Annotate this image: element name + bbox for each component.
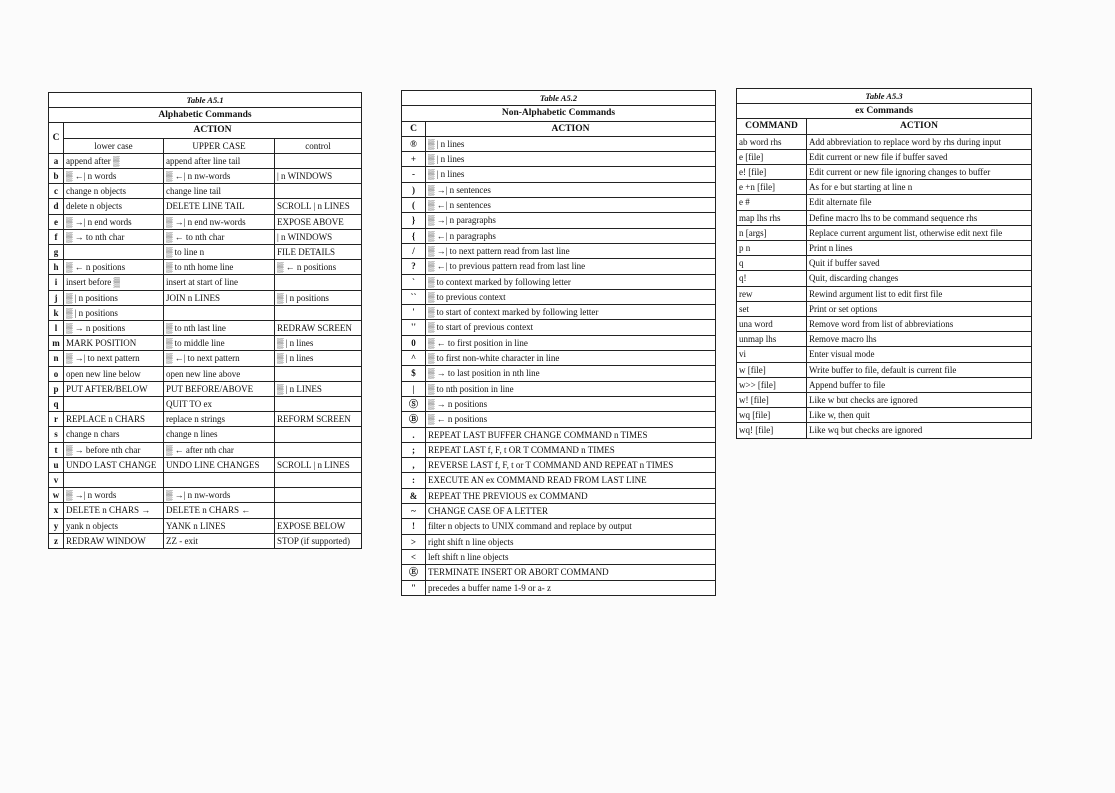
- ex-command-action: Write buffer to file, default is current file: [807, 362, 1032, 377]
- table-row: [49, 169, 362, 184]
- table-row: [737, 393, 1032, 408]
- command-key: z: [49, 533, 64, 548]
- table-row: [49, 305, 362, 320]
- table-row: [402, 351, 716, 366]
- ex-command-action: As for e but starting at line n: [807, 180, 1032, 195]
- ex-command: una word: [737, 317, 807, 332]
- lower-case-action: change n chars: [64, 427, 164, 442]
- table-row: [737, 423, 1032, 438]
- table-row: [402, 305, 716, 320]
- table-title: Non-Alphabetic Commands: [402, 106, 716, 121]
- command-action: ▒ to first non-white character in line: [426, 351, 716, 366]
- ex-command: map lhs rhs: [737, 210, 807, 225]
- command-action: ▒ | n lines: [426, 152, 716, 167]
- control-action: [275, 275, 362, 290]
- command-action: filter n objects to UNIX command and replace by output: [426, 519, 716, 534]
- table-row: [402, 335, 716, 350]
- command-key: }: [402, 213, 426, 228]
- table-row: [402, 259, 716, 274]
- upper-case-action: change n lines: [164, 427, 275, 442]
- command-action: REVERSE LAST f, F, t or T COMMAND AND REPEAT n TIMES: [426, 458, 716, 473]
- control-action: FILE DETAILS: [275, 245, 362, 260]
- command-key: ": [402, 580, 426, 595]
- ex-command: e +n [file]: [737, 180, 807, 195]
- command-key: ;: [402, 442, 426, 457]
- command-action: ▒ ←| n sentences: [426, 198, 716, 213]
- upper-case-action: [164, 473, 275, 488]
- command-action: ▒ to context marked by following letter: [426, 274, 716, 289]
- command-column-header: C: [402, 121, 426, 136]
- table-row: [49, 457, 362, 472]
- control-action: ▒ | n lines: [275, 351, 362, 366]
- command-action: REPEAT THE PREVIOUS ex COMMAND: [426, 488, 716, 503]
- upper-case-action: QUIT TO ex: [164, 397, 275, 412]
- ex-command-action: Quit if buffer saved: [807, 256, 1032, 271]
- lower-case-action: [64, 473, 164, 488]
- table-caption: Table A5.2: [402, 91, 716, 106]
- ex-command-action: Enter visual mode: [807, 347, 1032, 362]
- control-action: [275, 153, 362, 168]
- ex-command-action: Remove macro lhs: [807, 332, 1032, 347]
- table-row: [737, 225, 1032, 240]
- command-key: i: [49, 275, 64, 290]
- lower-case-action: delete n objects: [64, 199, 164, 214]
- lower-case-action: change n objects: [64, 184, 164, 199]
- non-alphabetic-commands-table: [401, 90, 716, 596]
- command-key: g: [49, 245, 64, 260]
- table-row: [402, 274, 716, 289]
- lower-case-action: REPLACE n CHARS: [64, 412, 164, 427]
- ex-command-action: Replace current argument list, otherwise edit next file: [807, 225, 1032, 240]
- table-row: [402, 442, 716, 457]
- table-row: [402, 136, 716, 151]
- upper-case-action: DELETE n CHARS ←: [164, 503, 275, 518]
- lower-case-action: REDRAW WINDOW: [64, 533, 164, 548]
- command-action: REPEAT LAST f, F, t OR T COMMAND n TIMES: [426, 442, 716, 457]
- upper-case-action: [164, 305, 275, 320]
- control-header: control: [275, 138, 362, 153]
- table-row: [737, 195, 1032, 210]
- table-row: [737, 317, 1032, 332]
- command-key: '': [402, 320, 426, 335]
- table-row: [49, 321, 362, 336]
- command-action: ▒ ← n positions: [426, 412, 716, 427]
- command-action: ▒ →| n paragraphs: [426, 213, 716, 228]
- table-row: [402, 198, 716, 213]
- table-row: [49, 229, 362, 244]
- command-key: u: [49, 457, 64, 472]
- command-key: n: [49, 351, 64, 366]
- lower-case-action: insert before ▒: [64, 275, 164, 290]
- control-action: ▒ | n positions: [275, 290, 362, 305]
- table-row: [402, 412, 716, 427]
- lower-case-action: ▒ → n positions: [64, 321, 164, 336]
- command-key: .: [402, 427, 426, 442]
- lower-case-action: [64, 245, 164, 260]
- upper-case-action: open new line above: [164, 366, 275, 381]
- table-row: [49, 336, 362, 351]
- table-title: Alphabetic Commands: [49, 108, 362, 123]
- table-title: ex Commands: [737, 104, 1032, 119]
- lower-case-action: ▒ →| to next pattern: [64, 351, 164, 366]
- command-key: l: [49, 321, 64, 336]
- command-key: ®: [402, 136, 426, 151]
- lower-case-action: append after ▒: [64, 153, 164, 168]
- table-row: [402, 504, 716, 519]
- command-key: f: [49, 229, 64, 244]
- control-action: [275, 473, 362, 488]
- control-action: ▒ ← n positions: [275, 260, 362, 275]
- table-row: [402, 473, 716, 488]
- lower-case-action: ▒ ← n positions: [64, 260, 164, 275]
- ex-command-action: Edit current or new file if buffer saved: [807, 149, 1032, 164]
- ex-command: q!: [737, 271, 807, 286]
- command-key: ): [402, 182, 426, 197]
- table-row: [49, 412, 362, 427]
- ex-command-action: Define macro lhs to be command sequence rhs: [807, 210, 1032, 225]
- command-key: s: [49, 427, 64, 442]
- table-row: [737, 241, 1032, 256]
- control-action: REFORM SCREEN: [275, 412, 362, 427]
- lower-case-action: ▒ →| n words: [64, 488, 164, 503]
- ex-command: ab word rhs: [737, 134, 807, 149]
- control-action: | n WINDOWS: [275, 229, 362, 244]
- action-header: ACTION: [807, 119, 1032, 134]
- upper-case-action: DELETE LINE TAIL: [164, 199, 275, 214]
- command-key: >: [402, 534, 426, 549]
- ex-command: wq! [file]: [737, 423, 807, 438]
- ex-command: e #: [737, 195, 807, 210]
- command-key: Ⓢ: [402, 396, 426, 411]
- command-column-header: C: [49, 123, 64, 153]
- ex-command: wq [file]: [737, 408, 807, 423]
- table-row: [737, 271, 1032, 286]
- table-row: [402, 396, 716, 411]
- lower-case-action: ▒ →| n end words: [64, 214, 164, 229]
- lower-case-action: [64, 397, 164, 412]
- control-action: | n WINDOWS: [275, 169, 362, 184]
- command-key: m: [49, 336, 64, 351]
- command-action: ▒ →| n sentences: [426, 182, 716, 197]
- ex-command: unmap lhs: [737, 332, 807, 347]
- command-action: ▒ to nth position in line: [426, 381, 716, 396]
- ex-command: set: [737, 301, 807, 316]
- ex-command: vi: [737, 347, 807, 362]
- table-row: [737, 301, 1032, 316]
- table-row: [49, 199, 362, 214]
- table-row: [49, 381, 362, 396]
- command-key: ': [402, 305, 426, 320]
- command-key: !: [402, 519, 426, 534]
- command-key: /: [402, 243, 426, 258]
- ex-command-action: Edit current or new file ignoring changes to buffer: [807, 165, 1032, 180]
- ex-command: w! [file]: [737, 393, 807, 408]
- command-key: k: [49, 305, 64, 320]
- ex-command-action: Like w, then quit: [807, 408, 1032, 423]
- ex-command: rew: [737, 286, 807, 301]
- ex-command-action: Quit, discarding changes: [807, 271, 1032, 286]
- table-row: [49, 488, 362, 503]
- table-row: [402, 519, 716, 534]
- table-row: [402, 289, 716, 304]
- command-key: c: [49, 184, 64, 199]
- command-action: precedes a buffer name 1-9 or a- z: [426, 580, 716, 595]
- ex-command-action: Add abbreviation to replace word by rhs during input: [807, 134, 1032, 149]
- table-row: [49, 518, 362, 533]
- table-row: [402, 534, 716, 549]
- command-header: COMMAND: [737, 119, 807, 134]
- ex-command: e [file]: [737, 149, 807, 164]
- lower-case-action: UNDO LAST CHANGE: [64, 457, 164, 472]
- table-row: [402, 243, 716, 258]
- action-header: ACTION: [64, 123, 362, 138]
- table-row: [402, 458, 716, 473]
- command-key: h: [49, 260, 64, 275]
- upper-case-action: ZZ - exit: [164, 533, 275, 548]
- table-row: [402, 580, 716, 595]
- upper-case-action: ▒ to nth home line: [164, 260, 275, 275]
- ex-command-action: Remove word from list of abbreviations: [807, 317, 1032, 332]
- command-action: right shift n line objects: [426, 534, 716, 549]
- control-action: SCROLL | n LINES: [275, 199, 362, 214]
- control-action: EXPOSE ABOVE: [275, 214, 362, 229]
- command-key: y: [49, 518, 64, 533]
- upper-case-action: insert at start of line: [164, 275, 275, 290]
- command-key: e: [49, 214, 64, 229]
- command-key: t: [49, 442, 64, 457]
- command-action: ▒ →| to next pattern read from last line: [426, 243, 716, 258]
- table-row: [402, 565, 716, 580]
- table-row: [49, 427, 362, 442]
- table-row: [737, 180, 1032, 195]
- table-row: [402, 228, 716, 243]
- command-key: p: [49, 381, 64, 396]
- upper-case-action: ▒ to middle line: [164, 336, 275, 351]
- lower-case-action: ▒ | n positions: [64, 290, 164, 305]
- upper-case-action: change line tail: [164, 184, 275, 199]
- command-key: 0: [402, 335, 426, 350]
- table-row: [402, 320, 716, 335]
- upper-case-action: ▒ to nth last line: [164, 321, 275, 336]
- table-row: [49, 366, 362, 381]
- command-key: (: [402, 198, 426, 213]
- command-key: {: [402, 228, 426, 243]
- upper-case-action: ▒ ← after nth char: [164, 442, 275, 457]
- upper-case-action: JOIN n LINES: [164, 290, 275, 305]
- table-row: [49, 184, 362, 199]
- upper-case-action: ▒ →| n nw-words: [164, 488, 275, 503]
- control-action: REDRAW SCREEN: [275, 321, 362, 336]
- table-row: [49, 473, 362, 488]
- ex-command: w>> [file]: [737, 377, 807, 392]
- upper-case-action: ▒ to line n: [164, 245, 275, 260]
- command-key: $: [402, 366, 426, 381]
- control-action: [275, 427, 362, 442]
- table-row: [737, 149, 1032, 164]
- table-row: [737, 332, 1032, 347]
- command-key: o: [49, 366, 64, 381]
- command-action: EXECUTE AN ex COMMAND READ FROM LAST LINE: [426, 473, 716, 488]
- command-key: r: [49, 412, 64, 427]
- upper-case-action: YANK n LINES: [164, 518, 275, 533]
- table-row: [49, 153, 362, 168]
- table-row: [402, 213, 716, 228]
- command-action: ▒ ←| n paragraphs: [426, 228, 716, 243]
- table-row: [737, 377, 1032, 392]
- table-row: [49, 275, 362, 290]
- table-row: [737, 165, 1032, 180]
- ex-command: p n: [737, 241, 807, 256]
- command-key: ~: [402, 504, 426, 519]
- ex-command-action: Print or set options: [807, 301, 1032, 316]
- table-caption: Table A5.1: [49, 93, 362, 108]
- lower-case-action: PUT AFTER/BELOW: [64, 381, 164, 396]
- command-action: REPEAT LAST BUFFER CHANGE COMMAND n TIMES: [426, 427, 716, 442]
- command-key: w: [49, 488, 64, 503]
- command-action: ▒ ← to first position in line: [426, 335, 716, 350]
- upper-case-action: PUT BEFORE/ABOVE: [164, 381, 275, 396]
- control-action: [275, 488, 362, 503]
- command-key: Ⓔ: [402, 565, 426, 580]
- upper-case-action: UNDO LINE CHANGES: [164, 457, 275, 472]
- control-action: [275, 397, 362, 412]
- table-row: [402, 366, 716, 381]
- ex-command-action: Like w but checks are ignored: [807, 393, 1032, 408]
- table-row: [49, 397, 362, 412]
- lower-case-action: MARK POSITION: [64, 336, 164, 351]
- table-row: [402, 167, 716, 182]
- command-key: ?: [402, 259, 426, 274]
- command-key: ,: [402, 458, 426, 473]
- command-key: d: [49, 199, 64, 214]
- command-action: ▒ to start of previous context: [426, 320, 716, 335]
- command-action: ▒ to previous context: [426, 289, 716, 304]
- lower-case-action: ▒ ←| n words: [64, 169, 164, 184]
- action-header: ACTION: [426, 121, 716, 136]
- command-key: -: [402, 167, 426, 182]
- table-row: [737, 210, 1032, 225]
- lower-case-action: ▒ → to nth char: [64, 229, 164, 244]
- command-action: ▒ to start of context marked by following letter: [426, 305, 716, 320]
- table-row: [49, 290, 362, 305]
- lower-case-action: ▒ | n positions: [64, 305, 164, 320]
- command-key: &: [402, 488, 426, 503]
- command-key: x: [49, 503, 64, 518]
- control-action: [275, 305, 362, 320]
- control-action: [275, 366, 362, 381]
- table-caption: Table A5.3: [737, 89, 1032, 104]
- table-row: [49, 442, 362, 457]
- upper-case-action: ▒ →| n end nw-words: [164, 214, 275, 229]
- table-row: [737, 256, 1032, 271]
- table-row: [402, 488, 716, 503]
- lower-case-action: open new line below: [64, 366, 164, 381]
- command-action: TERMINATE INSERT OR ABORT COMMAND: [426, 565, 716, 580]
- table-row: [402, 152, 716, 167]
- command-key: ``: [402, 289, 426, 304]
- ex-command: n [args]: [737, 225, 807, 240]
- control-action: [275, 184, 362, 199]
- ex-command-action: Print n lines: [807, 241, 1032, 256]
- ex-command-action: Rewind argument list to edit first file: [807, 286, 1032, 301]
- table-row: [402, 182, 716, 197]
- control-action: SCROLL | n LINES: [275, 457, 362, 472]
- command-key: +: [402, 152, 426, 167]
- command-key: j: [49, 290, 64, 305]
- table-row: [49, 260, 362, 275]
- table-row: [49, 351, 362, 366]
- ex-command-action: Edit alternate file: [807, 195, 1032, 210]
- table-row: [402, 549, 716, 564]
- table-row: [49, 503, 362, 518]
- command-action: ▒ → n positions: [426, 396, 716, 411]
- table-row: [737, 362, 1032, 377]
- upper-case-action: append after line tail: [164, 153, 275, 168]
- command-action: ▒ | n lines: [426, 136, 716, 151]
- ex-command: q: [737, 256, 807, 271]
- lower-case-header: lower case: [64, 138, 164, 153]
- command-action: ▒ → to last position in nth line: [426, 366, 716, 381]
- command-key: b: [49, 169, 64, 184]
- command-action: CHANGE CASE OF A LETTER: [426, 504, 716, 519]
- upper-case-action: replace n strings: [164, 412, 275, 427]
- upper-case-action: ▒ ←| to next pattern: [164, 351, 275, 366]
- ex-command: w [file]: [737, 362, 807, 377]
- ex-commands-table: [736, 88, 1032, 439]
- command-action: left shift n line objects: [426, 549, 716, 564]
- table-row: [737, 408, 1032, 423]
- table-row: [737, 347, 1032, 362]
- command-key: v: [49, 473, 64, 488]
- command-key: Ⓑ: [402, 412, 426, 427]
- command-key: ^: [402, 351, 426, 366]
- lower-case-action: DELETE n CHARS →: [64, 503, 164, 518]
- lower-case-action: ▒ → before nth char: [64, 442, 164, 457]
- lower-case-action: yank n objects: [64, 518, 164, 533]
- upper-case-header: UPPER CASE: [164, 138, 275, 153]
- control-action: STOP (if supported): [275, 533, 362, 548]
- table-row: [49, 214, 362, 229]
- control-action: EXPOSE BELOW: [275, 518, 362, 533]
- ex-command: e! [file]: [737, 165, 807, 180]
- table-row: [49, 533, 362, 548]
- table-row: [49, 245, 362, 260]
- control-action: ▒ | n LINES: [275, 381, 362, 396]
- command-key: <: [402, 549, 426, 564]
- command-key: |: [402, 381, 426, 396]
- ex-command-action: Append buffer to file: [807, 377, 1032, 392]
- command-action: ▒ ←| to previous pattern read from last line: [426, 259, 716, 274]
- control-action: [275, 442, 362, 457]
- table-row: [402, 427, 716, 442]
- table-row: [737, 286, 1032, 301]
- upper-case-action: ▒ ← to nth char: [164, 229, 275, 244]
- table-row: [737, 134, 1032, 149]
- control-action: [275, 503, 362, 518]
- command-action: ▒ | n lines: [426, 167, 716, 182]
- command-key: a: [49, 153, 64, 168]
- table-row: [402, 381, 716, 396]
- control-action: ▒ | n lines: [275, 336, 362, 351]
- ex-command-action: Like wq but checks are ignored: [807, 423, 1032, 438]
- upper-case-action: ▒ ←| n nw-words: [164, 169, 275, 184]
- command-key: q: [49, 397, 64, 412]
- alphabetic-commands-table: [48, 92, 362, 549]
- command-key: `: [402, 274, 426, 289]
- command-key: :: [402, 473, 426, 488]
